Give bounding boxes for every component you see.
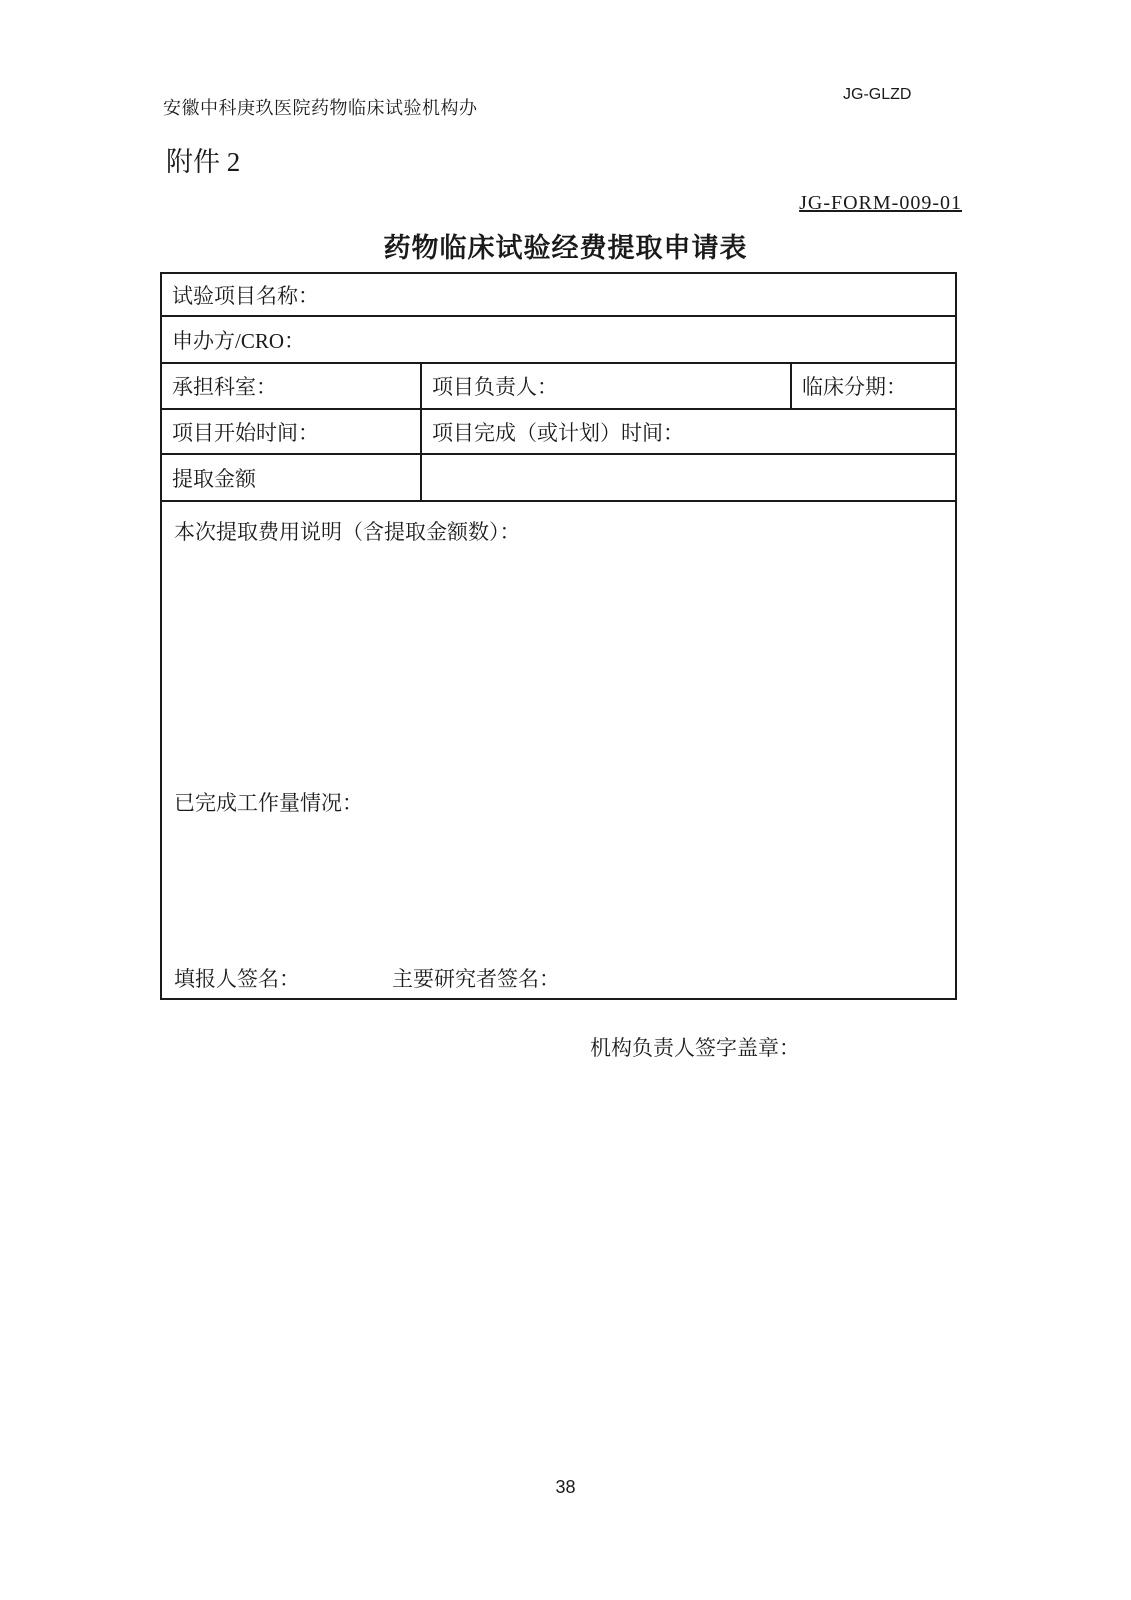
- finish-time-cell: 项目完成（或计划）时间：: [421, 409, 956, 454]
- row-dates: [161, 409, 956, 454]
- row-department: [161, 363, 956, 409]
- form-title: 药物临床试验经费提取申请表: [383, 233, 748, 263]
- row-project-name: [161, 273, 956, 316]
- amount-label-cell: 提取金额: [161, 454, 421, 501]
- row-amount: [161, 454, 956, 501]
- header-doc-code: JG-GLZD: [843, 86, 912, 103]
- fee-note-label: 本次提取费用说明（含提取金额数）：: [174, 520, 521, 544]
- signature-row: [174, 963, 560, 993]
- sponsor-cell: 申办方/CRO：: [161, 316, 956, 363]
- row-sponsor: [161, 316, 956, 363]
- page-number: 38: [555, 1477, 576, 1497]
- form-code: JG-FORM-009-01: [799, 192, 962, 214]
- attachment-label: 附件 2: [166, 147, 241, 177]
- start-time-cell: 项目开始时间：: [161, 409, 421, 454]
- row-details: [161, 501, 956, 999]
- filler-signature-label: 填报人签名：: [174, 967, 300, 991]
- phase-cell: 临床分期：: [791, 363, 956, 409]
- project-name-cell: 试验项目名称：: [161, 273, 956, 316]
- work-done-label: 已完成工作量情况：: [174, 791, 363, 815]
- pi-signature-label: 主要研究者签名：: [392, 967, 560, 991]
- header-institution: 安徽中科庚玖医院药物临床试验机构办: [163, 98, 478, 118]
- director-signature-label: 机构负责人签字盖章：: [590, 1036, 800, 1060]
- department-cell: 承担科室：: [161, 363, 421, 409]
- application-form-table: [160, 272, 957, 1000]
- amount-value-cell: [421, 454, 956, 501]
- details-cell: [161, 501, 956, 999]
- leader-cell: 项目负责人：: [421, 363, 791, 409]
